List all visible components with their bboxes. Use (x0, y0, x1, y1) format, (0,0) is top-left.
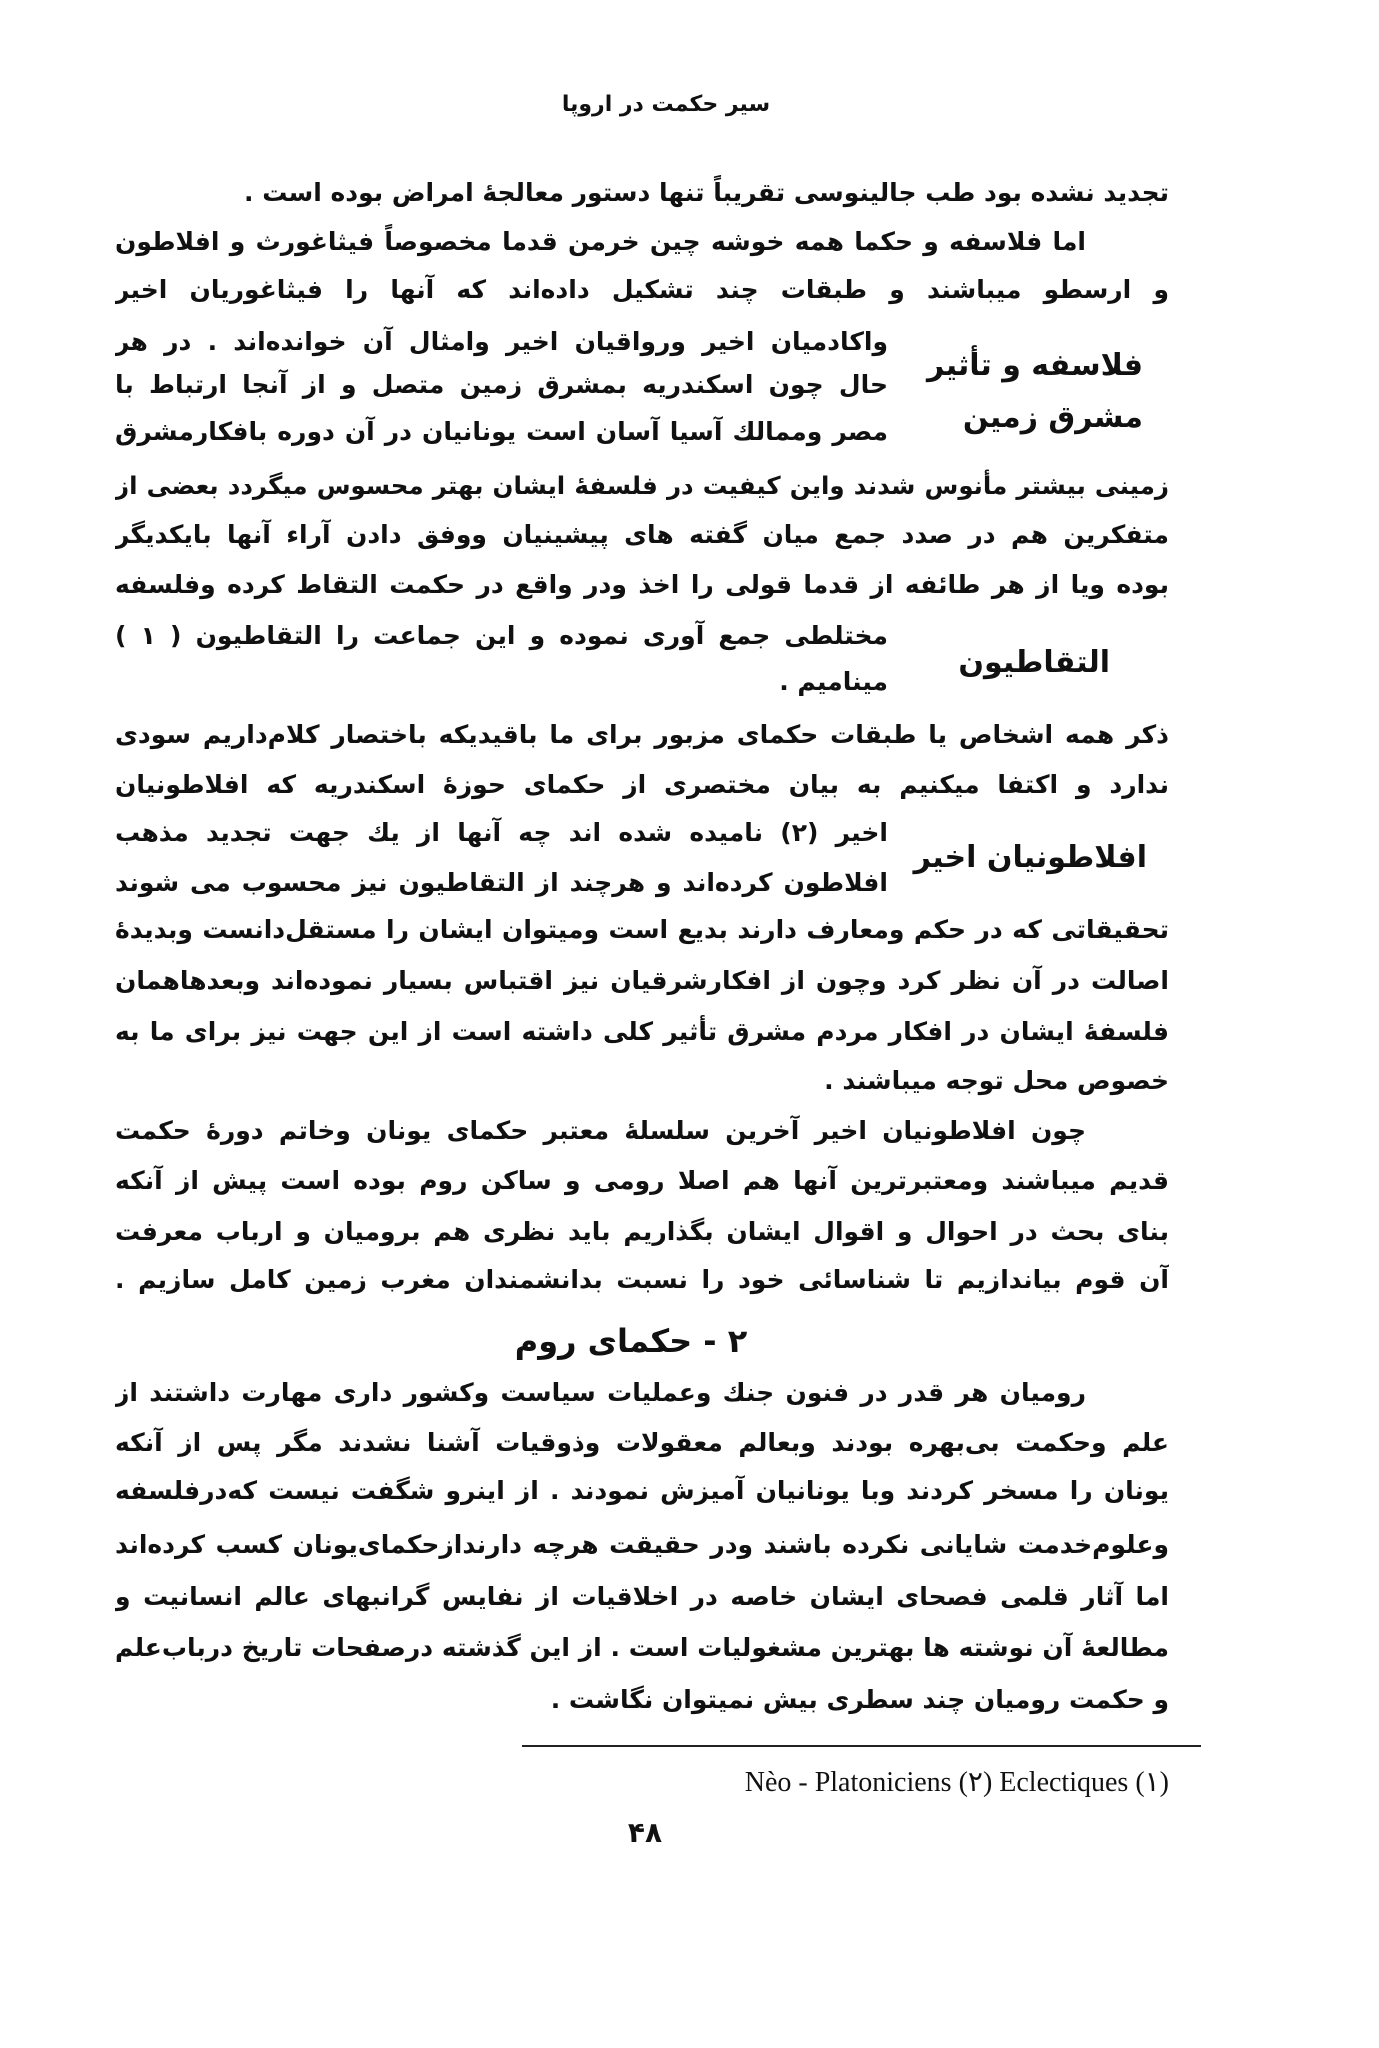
text-line: و حکمت رومیان چند سطری بیش نمیتوان نگاشت . (550, 1685, 1169, 1714)
text-line: و ارسطو میباشند و طبقات چند تشکیل داده‌اند که آنها را فیثاغوریان اخیر (115, 275, 1169, 304)
text-line: اخیر (۲) نامیده شده اند چه آنها از یك جهت تجدید مذهب (115, 818, 888, 847)
text-line: علم وحکمت بی‌بهره بودند وبعالم معقولات وذوقیات آشنا نشدند مگر پس از آنکه (115, 1428, 1169, 1457)
text-line: بنای بحث در احوال و اقوال ایشان بگذاریم باید نظری هم برومیان و ارباب معرفت (115, 1217, 1169, 1246)
text-line: ذکر همه اشخاص یا طبقات حکمای مزبور برای ما باقیدیکه باختصار کلام‌داریم سودی (115, 720, 1169, 749)
margin-note-eastern-influence-2: مشرق زمین (962, 400, 1143, 435)
footnote: Nèo - Platoniciens (۲) Eclectiques (۱) (744, 1767, 1169, 1798)
text-line: زمینی بیشتر مأنوس شدند واین کیفیت در فلسفهٔ ایشان بهتر محسوس میگردد بعضی از (115, 471, 1169, 500)
text-line: قدیم میباشند ومعتبرترین آنها هم اصلا رومی و ساکن روم بوده است پیش از آنکه (115, 1166, 1169, 1195)
running-header: سیر حکمت در اروپا (561, 92, 771, 117)
text-line: اما آثار قلمی فصحای ایشان خاصه در اخلاقیات از نفایس گرانبهای عالم انسانیت و (115, 1582, 1169, 1611)
text-line: تحقیقاتی که در حکم ومعارف دارند بدیع است ومیتوان ایشان را مستقل‌دانست وبدیدهٔ (115, 915, 1169, 944)
margin-note-eclectics: التقاطیون (958, 645, 1110, 680)
text-line: واکادمیان اخیر ورواقیان اخیر وامثال آن خوانده‌اند . در هر (115, 327, 888, 356)
text-line: مصر وممالك آسیا آسان است یونانیان در آن دوره بافکارمشرق (115, 417, 888, 446)
text-line: ندارد و اکتفا میکنیم به بیان مختصری از حکمای حوزهٔ اسکندریه که افلاطونیان (115, 770, 1169, 799)
text-line: آن قوم بیاندازیم تا شناسائی خود را نسبت بدانشمندان مغرب زمین کامل سازیم . (115, 1265, 1169, 1294)
margin-note-eastern-influence-1: فلاسفه و تأثیر (927, 348, 1143, 383)
section-heading: ۲ - حکمای روم (514, 1322, 748, 1360)
text-line: مختلطی جمع آوری نموده و این جماعت را التقاطیون ( ۱ ) (115, 621, 888, 650)
text-line: اما فلاسفه و حکما همه خوشه چین خرمن قدما مخصوصاً فیثاغورث و افلاطون (115, 227, 1086, 256)
text-line: وعلوم‌خدمت شایانی نکرده باشند ودر حقیقت هرچه دارندازحکمای‌یونان کسب کرده‌اند (115, 1530, 1169, 1559)
text-line: مینامیم . (779, 667, 888, 696)
text-line: چون افلاطونیان اخیر آخرین سلسلهٔ معتبر حکمای یونان وخاتم دورهٔ حکمت (115, 1116, 1086, 1145)
text-line: اصالت در آن نظر کرد وچون از افکارشرقیان نیز اقتباس بسیار نموده‌اند وبعدهاهمان (115, 966, 1169, 995)
text-line: مطالعهٔ آن نوشته ها بهترین مشغولیات است . از این گذشته درصفحات تاریخ درباب‌علم (115, 1633, 1169, 1662)
margin-note-neoplatonists: افلاطونیان اخیر (913, 840, 1147, 875)
text-line: متفکرین هم در صدد جمع میان گفته های پیشینیان ووفق دادن آراء آنها بایکدیگر (115, 520, 1169, 549)
text-line: حال چون اسکندریه بمشرق زمین متصل و از آنجا ارتباط با (115, 370, 888, 399)
text-line: خصوص محل توجه میباشند . (824, 1066, 1169, 1095)
text-line: تجدید نشده بود طب جالینوسی تقریباً تنها دستور معالجهٔ امراض بوده است . (244, 178, 1169, 207)
text-line: افلاطون کرده‌اند و هرچند از التقاطیون نیز محسوب می شوند (115, 868, 888, 897)
text-line: فلسفهٔ ایشان در افکار مردم مشرق تأثیر کلی داشته است از این جهت نیز برای ما به (115, 1017, 1169, 1046)
text-line: بوده ویا از هر طائفه از قدما قولی را اخذ ودر واقع در حکمت التقاط کرده وفلسفه (115, 570, 1169, 599)
footnote-divider (522, 1745, 1201, 1747)
page-number: ۴۸ (627, 1816, 663, 1849)
text-line: رومیان هر قدر در فنون جنك وعملیات سیاست وکشور داری مهارت داشتند از (115, 1378, 1086, 1407)
text-line: یونان را مسخر کردند وبا یونانیان آمیزش نمودند . از اینرو شگفت نیست که‌درفلسفه (115, 1476, 1169, 1505)
